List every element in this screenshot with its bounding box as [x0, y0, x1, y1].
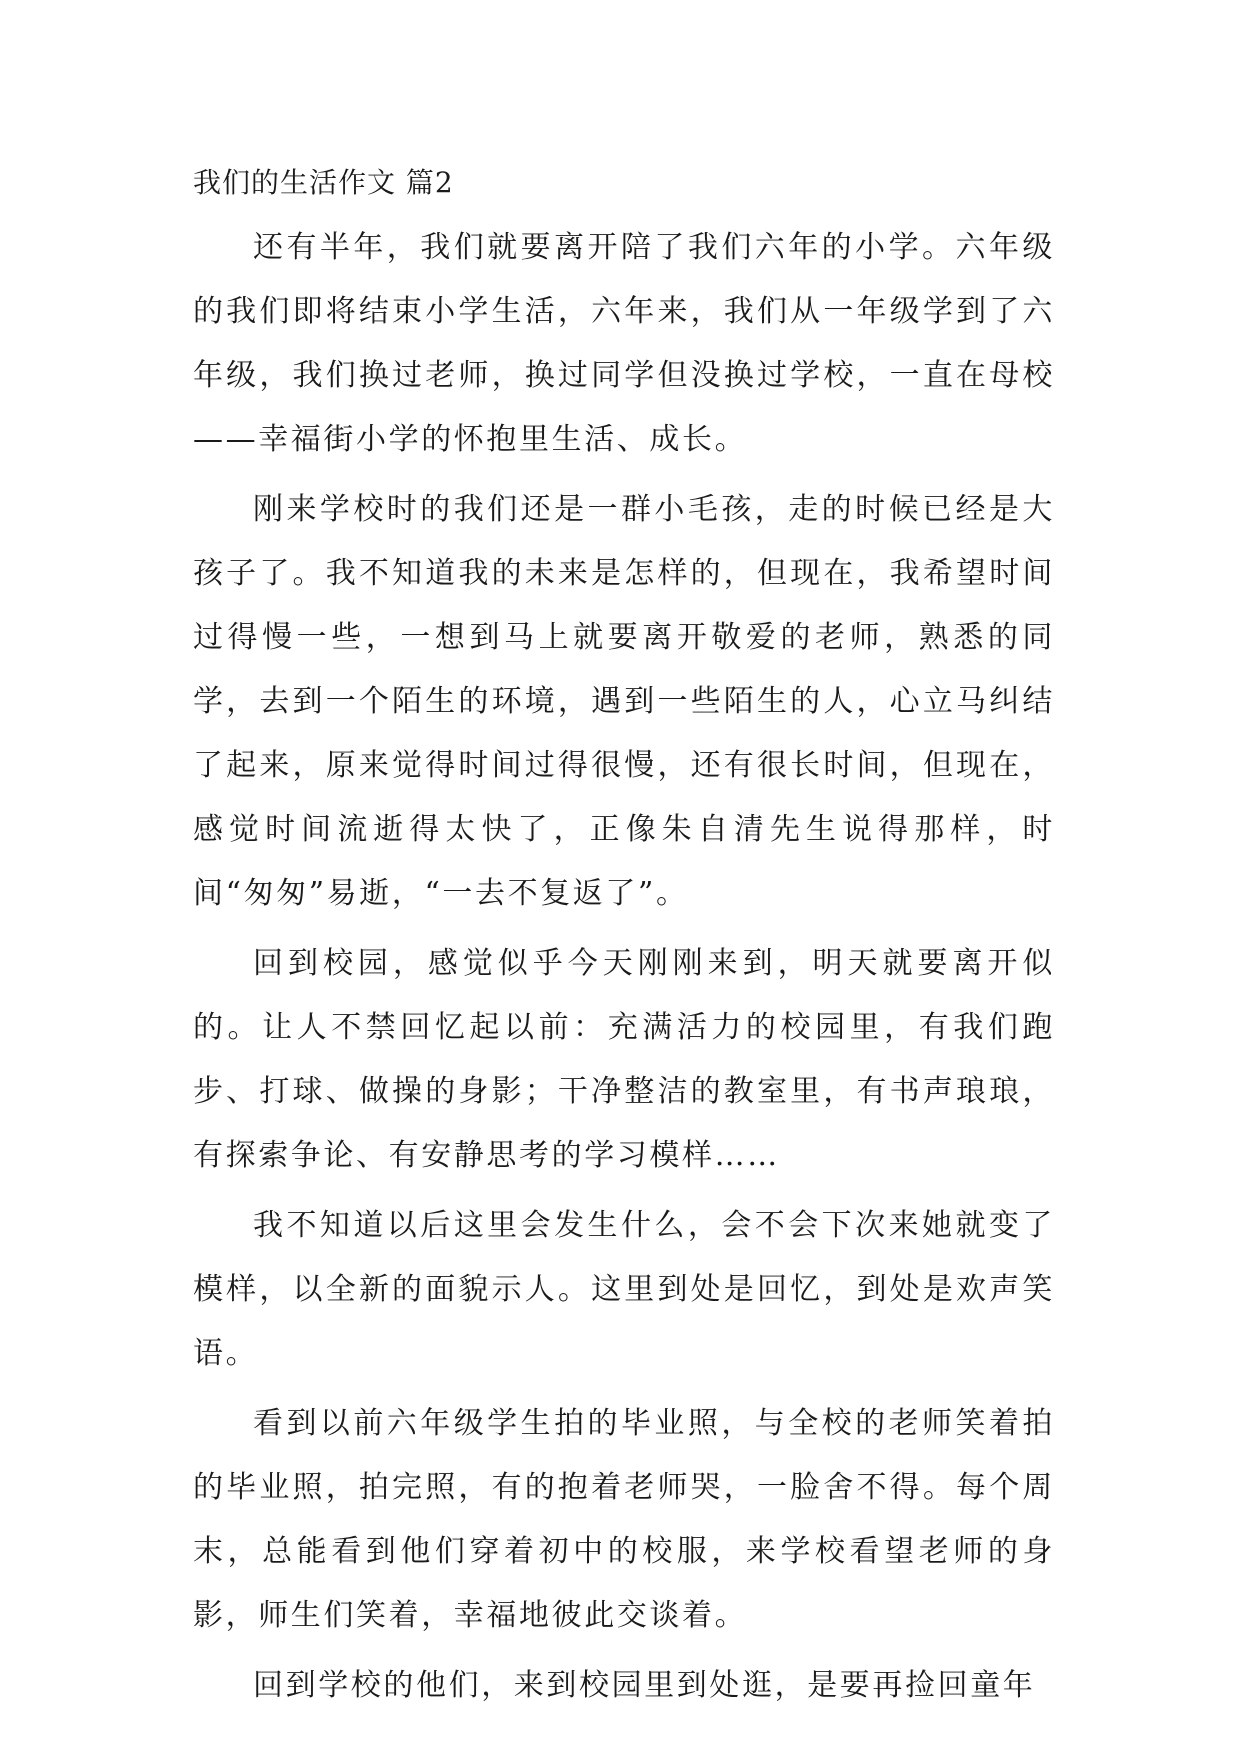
- essay-title: 我们的生活作文 篇2: [193, 166, 454, 199]
- paragraph-6: 回到学校的他们，来到校园里到处逛，是要再捡回童年: [253, 1668, 1036, 1703]
- paragraph-4: 我不知道以后这里会发生什么，会不会下次来她就变了模样，以全新的面貌示人。这里到处是回忆，到处是欢声笑语。: [193, 1208, 1055, 1371]
- paragraph-2: 刚来学校时的我们还是一群小毛孩，走的时候已经是大孩子了。我不知道我的未来是怎样的，但现在，我希望时间过得慢一些，一想到马上就要离开敬爱的老师，熟悉的同学，去到一个陌生的环境，遇到一些陌生的人，心立马纠结了起来，原来觉得时间过得很慢，还有很长时间，但现在，感觉时间流逝得太快了，正像朱自清先生说得那样，时间“匆匆”易逝，“一去不复返了”。: [193, 492, 1055, 911]
- paragraph-1: 还有半年，我们就要离开陪了我们六年的小学。六年级的我们即将结束小学生活，六年来，我们从一年级学到了六年级，我们换过老师，换过同学但没换过学校，一直在母校——幸福街小学的怀抱里生活、成长。: [193, 230, 1055, 457]
- document-body: [193, 160, 1055, 1724]
- paragraph-5: 看到以前六年级学生拍的毕业照，与全校的老师笑着拍的毕业照，拍完照，有的抱着老师哭，一脸舍不得。每个周末，总能看到他们穿着初中的校服，来学校看望老师的身影，师生们笑着，幸福地彼此交谈着。: [193, 1406, 1055, 1633]
- paragraph-3: 回到校园，感觉似乎今天刚刚来到，明天就要离开似的。让人不禁回忆起以前：充满活力的校园里，有我们跑步、打球、做操的身影；干净整洁的教室里，有书声琅琅，有探索争论、有安静思考的学习模样……: [193, 946, 1055, 1173]
